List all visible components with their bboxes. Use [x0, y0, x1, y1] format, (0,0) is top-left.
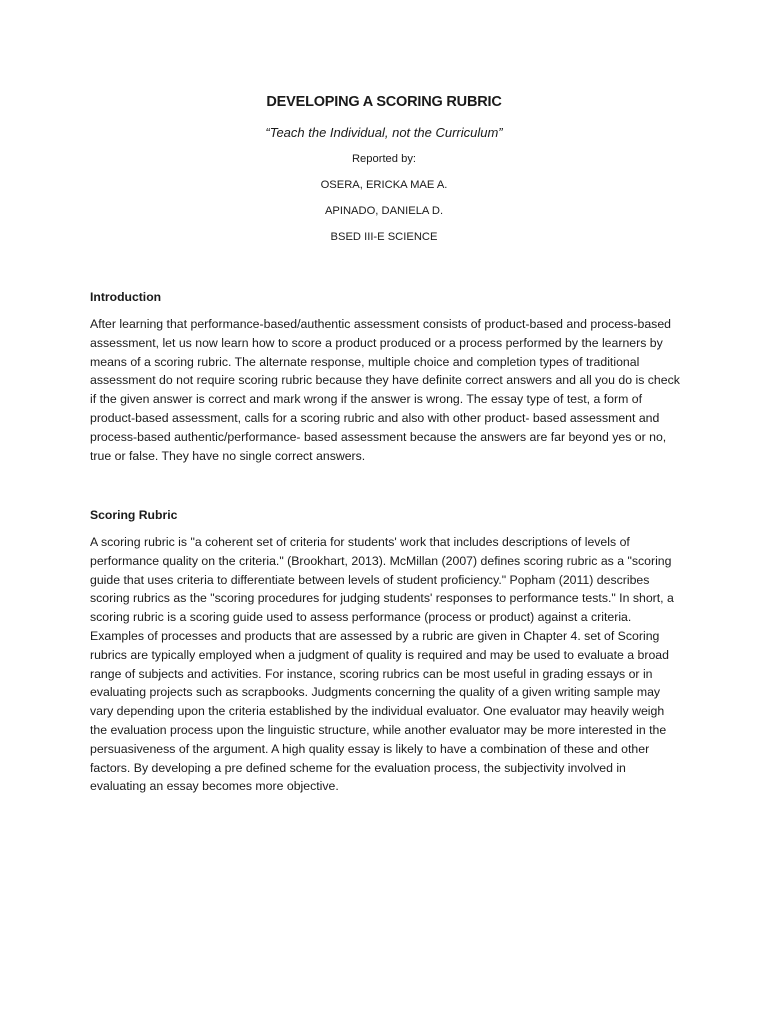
author-name: OSERA, ERICKA MAE A.: [320, 179, 448, 191]
section-introduction: [90, 288, 680, 465]
document-subtitle: “Teach the Individual, not the Curriculum”: [265, 125, 503, 140]
section-heading: Scoring Rubric: [90, 508, 178, 522]
course-label: BSED III-E SCIENCE: [330, 231, 438, 243]
document-header: [0, 92, 768, 245]
section-body: After learning that performance-based/authentic assessment consists of product-based and process-based assessment, let us now learn how to score a product produced or a process performed by the learners by means of a scoring rubric. The alternate response, multiple choice and completion types of traditional assessment do not require scoring rubric because they have definite correct answers and all you do is check if the given answer is correct and mark wrong if the answer is wrong. The essay type of test, a form of product-based assessment, calls for a scoring rubric and also with other product- based assessment and process-based authentic/performance- based assessment because the answers are far beyond yes or no, true or false. They have no single correct answers.: [90, 317, 680, 463]
section-heading: Introduction: [90, 290, 162, 304]
document-title: DEVELOPING A SCORING RUBRIC: [266, 94, 502, 110]
reported-by-label: Reported by:: [351, 153, 417, 165]
section-scoring-rubric: [90, 506, 680, 796]
author-name: APINADO, DANIELA D.: [324, 205, 444, 217]
section-body: A scoring rubric is "a coherent set of criteria for students' work that includes descriptions of levels of performance quality on the criteria." (Brookhart, 2013). McMillan (2007) defines scoring rubric as a "scoring guide that uses criteria to differentiate between levels of student proficiency." Popham (2011) describes scoring rubrics as the "scoring procedures for judging students' responses to performance tests." In short, a scoring rubric is a scoring guide used to assess performance (process or product) against a criteria. Examples of processes and products that are assessed by a rubric are given in Chapter 4. set of Scoring rubrics are typically employed when a judgment of quality is required and may be used to evaluate a broad range of subjects and activities. For instance, scoring rubrics can be most useful in grading essays or in evaluating projects such as scrapbooks. Judgments concerning the quality of a given writing sample may vary depending upon the criteria established by the individual evaluator. One evaluator may heavily weigh the evaluation process upon the linguistic structure, while another evaluator may be more interested in the persuasiveness of the argument. A high quality essay is likely to have a combination of these and other factors. By developing a pre defined scheme for the evaluation process, the subjectivity involved in evaluating an essay becomes more objective.: [90, 535, 674, 794]
